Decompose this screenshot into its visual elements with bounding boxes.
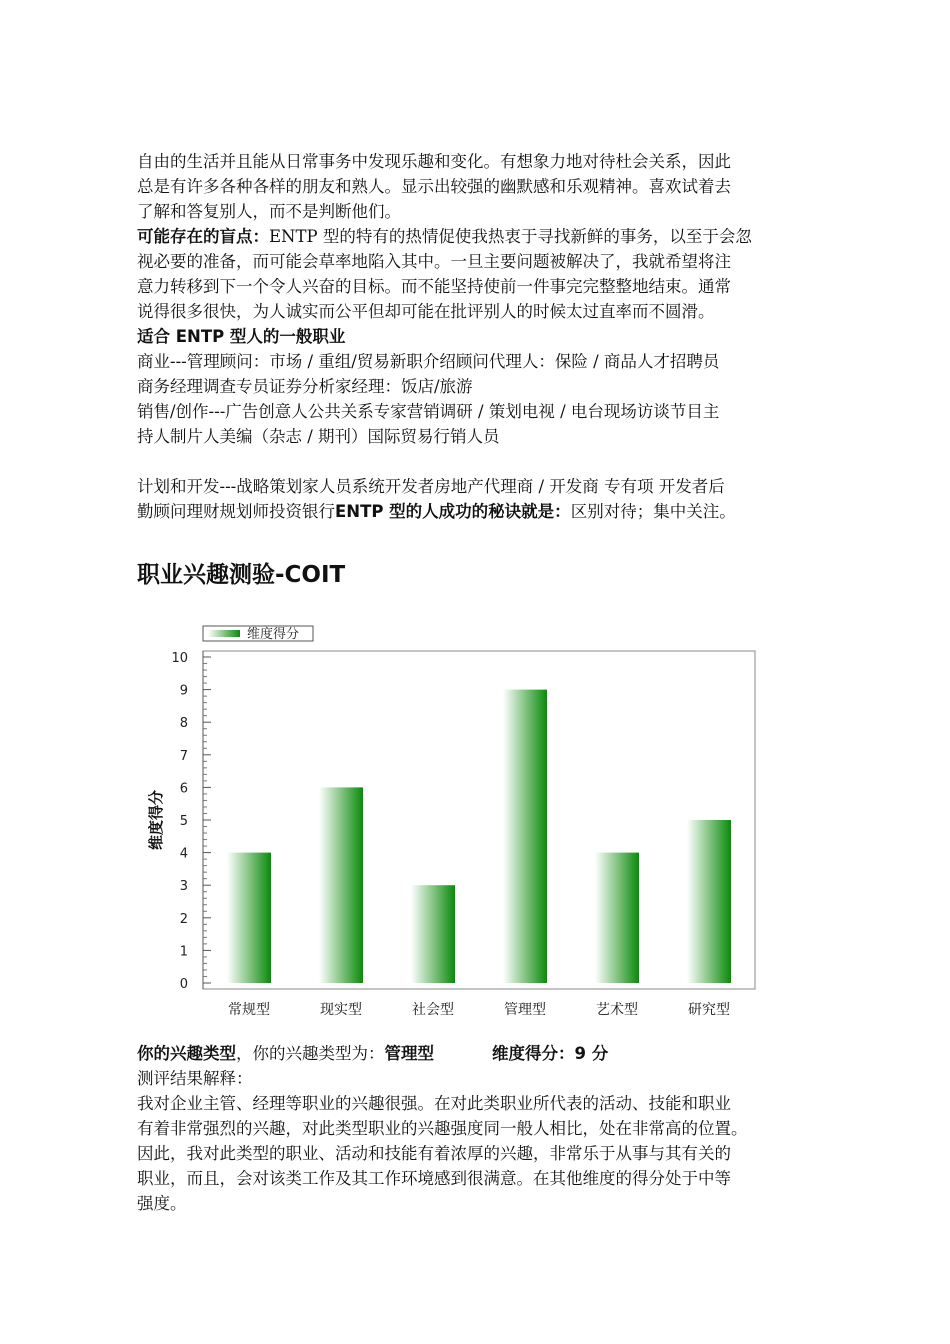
y-tick-label: 6 — [179, 781, 188, 797]
plan-text: 勤顾问理财规划师投资银行 — [137, 502, 335, 521]
y-tick-label: 3 — [179, 879, 188, 895]
result-line — [137, 1041, 837, 1066]
career-section — [137, 324, 837, 449]
text-line: 总是有许多各种各样的朋友和熟人。显示出较强的幽默感和乐观精神。喜欢试着去 — [137, 177, 731, 196]
text-line — [137, 499, 837, 524]
plan-paragraph — [137, 474, 837, 524]
y-tick-label: 9 — [179, 683, 188, 699]
text-line: 意力转移到下一个令人兴奋的目标。而不能坚持使前一件事完完整整地结束。通常 — [137, 277, 731, 296]
blind-spot-text: ENTP 型的特有的热情促使我热衷于寻找新鲜的事务，以至于会忽 — [269, 227, 752, 246]
result-section — [137, 1041, 837, 1216]
x-axis — [228, 1001, 730, 1018]
y-tick-label: 2 — [179, 911, 188, 927]
success-text: 区别对待；集中关注。 — [570, 502, 736, 521]
score-label: 维度得分：9 分 — [492, 1044, 609, 1063]
interest-bar-chart — [130, 615, 770, 1025]
bar-管理型 — [503, 690, 547, 983]
y-tick-label: 0 — [179, 977, 188, 992]
text-line: 职业，而且，会对该类工作及其工作环境感到很满意。在其他维度的得分处于中等 — [137, 1169, 731, 1188]
y-tick-label: 5 — [179, 814, 188, 829]
text-line: 计划和开发---战略策划家人员系统开发者房地产代理商 / 开发商 专有项 开发者后 — [137, 477, 725, 496]
legend-label: 维度得分 — [247, 627, 300, 642]
legend-swatch — [208, 630, 240, 637]
text-line: 有着非常强烈的兴趣，对此类型职业的兴趣强度同一般人相比，处在非常高的位置。 — [137, 1119, 748, 1138]
text-line: 自由的生活并且能从日常事务中发现乐趣和变化。有想象力地对待杜会关系，因此 — [137, 152, 731, 171]
text-line: 我对企业主管、经理等职业的兴趣很强。在对此类职业所代表的活动、技能和职业 — [137, 1094, 731, 1113]
text-line: 视必要的准备，而可能会草率地陷入其中。一旦主要问题被解决了，我就希望将注 — [137, 252, 731, 271]
x-tick-label: 社会型 — [412, 1002, 454, 1018]
x-tick-label: 研究型 — [688, 1002, 730, 1018]
bar-艺术型 — [595, 853, 639, 983]
blind-spot-paragraph — [137, 224, 837, 324]
career-heading: 适合 ENTP 型人的一般职业 — [137, 327, 346, 346]
text-line: 强度。 — [137, 1194, 187, 1213]
x-tick-label: 现实型 — [320, 1002, 362, 1018]
bar-社会型 — [411, 885, 455, 983]
y-tick-label: 1 — [179, 944, 188, 960]
bar-研究型 — [687, 820, 731, 983]
plot-area — [203, 651, 755, 989]
bar-常规型 — [227, 853, 271, 983]
text-line: 了解和答复别人，而不是判断他们。 — [137, 202, 401, 221]
text-line: 因此，我对此类型的职业、活动和技能有着浓厚的兴趣，非常乐于从事与其有关的 — [137, 1144, 731, 1163]
y-axis-label: 维度得分 — [147, 789, 165, 851]
x-tick-label: 艺术型 — [596, 1002, 638, 1018]
y-tick-label: 10 — [171, 651, 188, 666]
x-tick-label: 管理型 — [504, 1002, 546, 1018]
type-label: 你的兴趣类型 — [137, 1044, 236, 1063]
explain-label: 测评结果解释： — [137, 1069, 253, 1088]
y-tick-label: 4 — [179, 846, 188, 862]
intro-paragraph — [137, 149, 837, 224]
type-value: 管理型 — [384, 1044, 434, 1063]
x-tick-label: 常规型 — [228, 1002, 270, 1018]
type-text: ，你的兴趣类型为： — [236, 1044, 385, 1063]
text-line: 说得很多很快，为人诚实而公平但却可能在批评别人的时候太过直率而不圆滑。 — [137, 302, 715, 321]
y-tick-label: 8 — [179, 716, 188, 732]
text-line: 商务经理调查专员证券分析家经理：饭店/旅游 — [137, 377, 473, 396]
section-title: 职业兴趣测验-COIT — [137, 562, 346, 588]
success-label: ENTP 型的人成功的秘诀就是： — [335, 502, 571, 521]
chart-legend — [203, 626, 313, 642]
text-line: 商业---管理顾问：市场 / 重组/贸易新职介绍顾问代理人：保险 / 商品人才招聘员 — [137, 352, 720, 371]
text-line: 销售/创作---广告创意人公共关系专家营销调研 / 策划电视 / 电台现场访谈节目主 — [137, 402, 720, 421]
y-tick-label: 7 — [179, 748, 188, 764]
bar-现实型 — [319, 787, 363, 983]
text-line — [137, 224, 837, 249]
text-line: 持人制片人美编（杂志 / 期刊）国际贸易行销人员 — [137, 427, 500, 446]
blind-spot-label: 可能存在的盲点： — [137, 227, 269, 246]
